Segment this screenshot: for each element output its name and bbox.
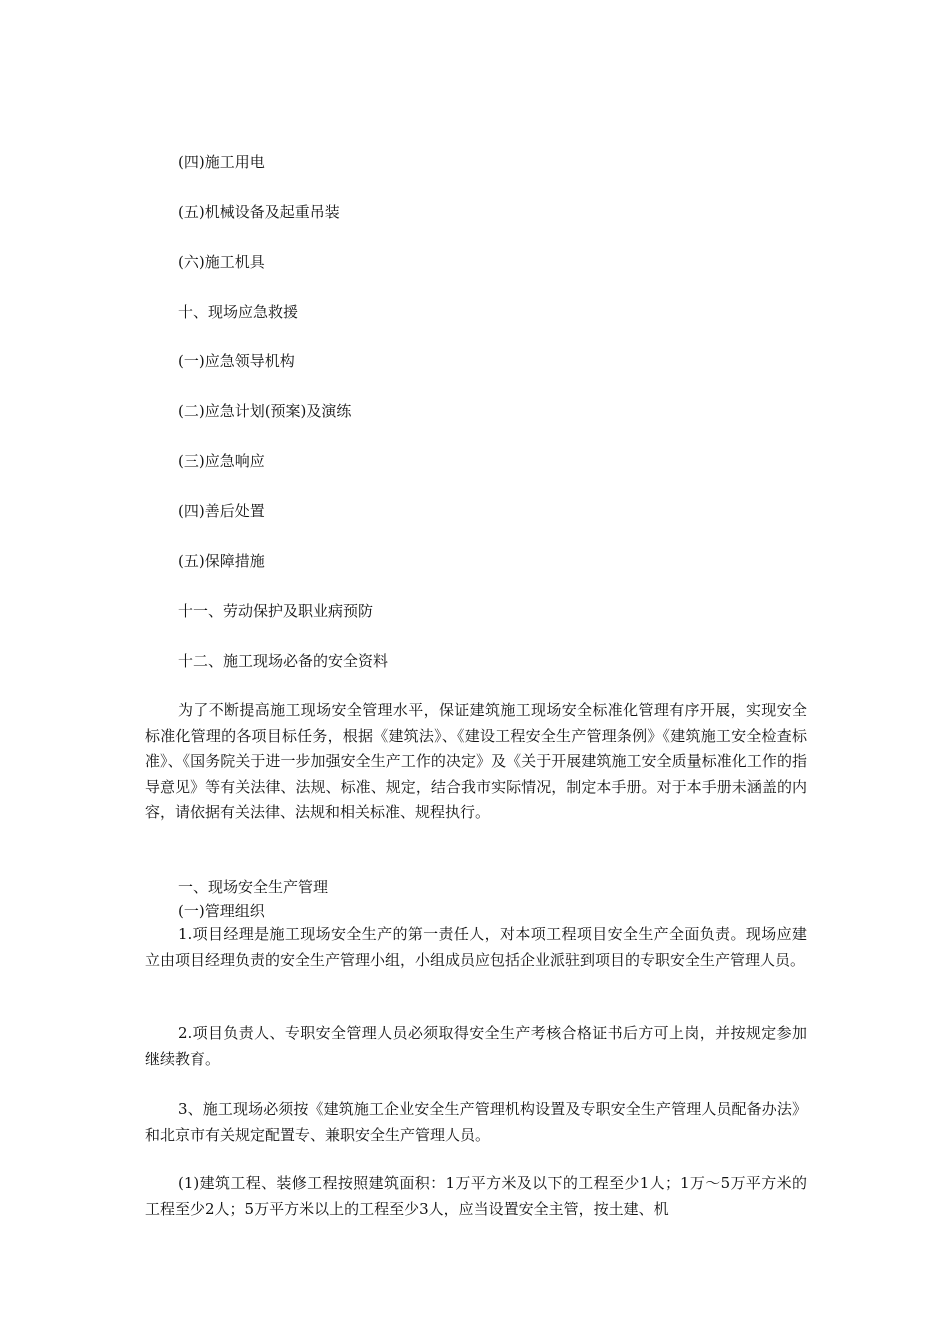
item-paragraph: 2.项目负责人、专职安全管理人员必须取得安全生产考核合格证书后方可上岗，并按规定参加继续教育。 xyxy=(145,1024,807,1068)
outline-item: (六)施工机具 xyxy=(178,253,265,271)
intro-paragraph: 为了不断提高施工现场安全管理水平，保证建筑施工现场安全标准化管理有序开展，实现安全标准化管理的各项目标任务，根据《建筑法》、《建设工程安全生产管理条例》《建筑施工安全检查标准》、《国务院关于进一步加强安全生产工作的决定》及《关于开展建筑施工安全质量标准化工作的指导意见》等有关法律、法规、标准、规定，结合我市实际情况，制定本手册。对于本手册未涵盖的内容，请依据有关法律、法规和相关标准、规程执行。 xyxy=(145,701,807,821)
outline-item: (四)施工用电 xyxy=(178,153,265,171)
outline-item: 十、现场应急救援 xyxy=(178,303,299,321)
item-paragraph: (1)建筑工程、装修工程按照建筑面积：1万平方米及以下的工程至少1人；1万～5万平方米的工程至少2人；5万平方米以上的工程至少3人，应当设置安全主管，按土建、机 xyxy=(145,1174,807,1218)
outline-item: (四)善后处置 xyxy=(178,502,265,520)
outline-item: (一)应急领导机构 xyxy=(178,352,295,370)
item-paragraph: 3、施工现场必须按《建筑施工企业安全生产管理机构设置及专职安全生产管理人员配备办法》和北京市有关规定配置专、兼职安全生产管理人员。 xyxy=(145,1100,807,1144)
outline-item: (二)应急计划(预案)及演练 xyxy=(178,402,352,420)
subsection-title: (一)管理组织 xyxy=(178,902,265,920)
outline-item: (三)应急响应 xyxy=(178,452,265,470)
outline-item: (五)机械设备及起重吊装 xyxy=(178,203,340,221)
item-paragraph: 1.项目经理是施工现场安全生产的第一责任人，对本项工程项目安全生产全面负责。现场应建立由项目经理负责的安全生产管理小组，小组成员应包括企业派驻到项目的专职安全生产管理人员。 xyxy=(145,925,807,969)
outline-item: (五)保障措施 xyxy=(178,552,265,570)
outline-item: 十一、劳动保护及职业病预防 xyxy=(178,602,374,620)
section-title: 一、现场安全生产管理 xyxy=(178,878,329,896)
outline-item: 十二、施工现场必备的安全资料 xyxy=(178,652,389,670)
